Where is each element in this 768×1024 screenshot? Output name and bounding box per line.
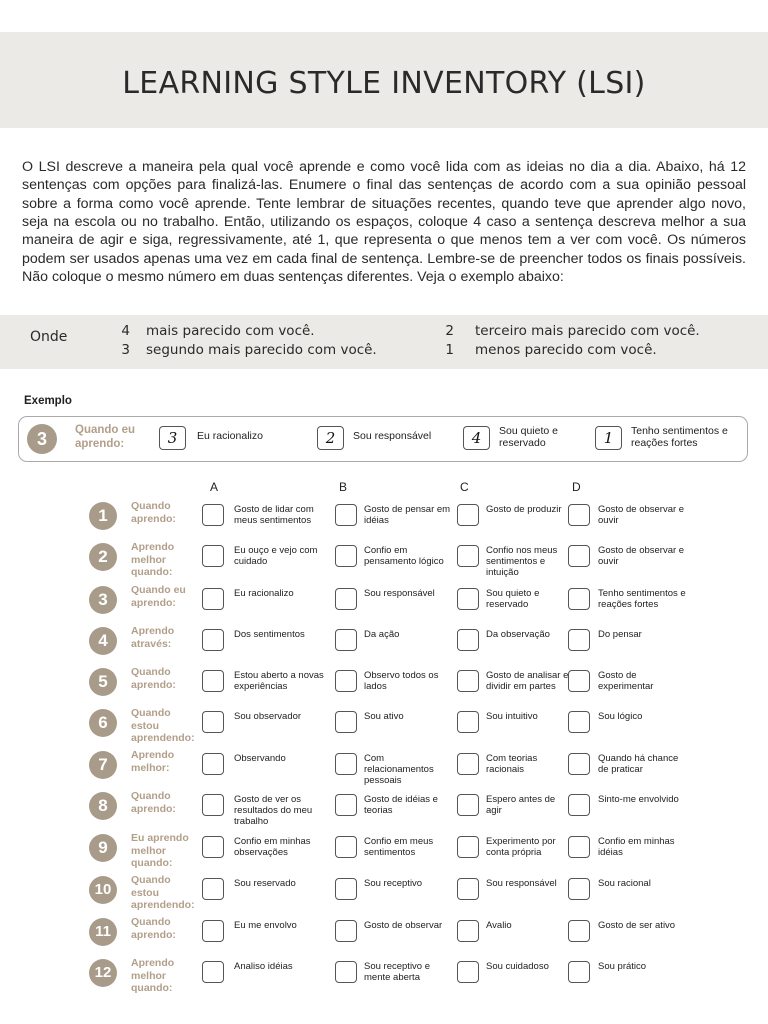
answer-box-d[interactable] <box>568 629 590 651</box>
answer-box-c[interactable] <box>457 670 479 692</box>
option-text-c: Com teorias racionais <box>486 753 538 775</box>
option-text-c: Sou responsável <box>486 878 557 889</box>
answer-box-a[interactable] <box>202 753 224 775</box>
option-text-b: Com relacionamentos pessoais <box>364 753 434 786</box>
answer-box-a[interactable] <box>202 670 224 692</box>
example-option-text: Tenho sentimentos e reações fortes <box>631 425 728 449</box>
option-text-d: Tenho sentimentos e reações fortes <box>598 588 686 610</box>
example-answer-box <box>595 426 622 450</box>
answer-box-c[interactable] <box>457 753 479 775</box>
answer-box-b[interactable] <box>335 588 357 610</box>
handwritten-mark: 1 <box>603 429 614 447</box>
question-prompt: Quando estou aprendendo: <box>131 707 195 744</box>
option-text-d: Sinto-me envolvido <box>598 794 679 805</box>
option-text-d: Gosto de observar e ouvir <box>598 545 685 567</box>
option-text-c: Experimento por conta própria <box>486 836 556 858</box>
column-header-d: D <box>572 480 581 494</box>
option-text-a: Observando <box>234 753 286 764</box>
option-text-d: Sou racional <box>598 878 651 889</box>
answer-box-c[interactable] <box>457 711 479 733</box>
answer-box-b[interactable] <box>335 920 357 942</box>
question-prompt: Eu aprendo melhor quando: <box>131 832 189 869</box>
option-text-d: Gosto de experimentar <box>598 670 654 692</box>
option-text-b: Gosto de idéias e teorias <box>364 794 438 816</box>
answer-box-b[interactable] <box>335 878 357 900</box>
column-header-c: C <box>460 480 469 494</box>
option-text-a: Eu ouço e vejo com cuidado <box>234 545 318 567</box>
answer-box-d[interactable] <box>568 504 590 526</box>
handwritten-mark: 3 <box>167 429 178 447</box>
answer-box-b[interactable] <box>335 794 357 816</box>
answer-box-c[interactable] <box>457 629 479 651</box>
answer-box-a[interactable] <box>202 878 224 900</box>
question-prompt: Quando eu aprendo: <box>131 584 186 609</box>
question-prompt: Quando aprendo: <box>131 916 176 941</box>
example-answer-box <box>463 426 490 450</box>
answer-box-b[interactable] <box>335 545 357 567</box>
legend-text: terceiro mais parecido com você. <box>475 323 700 339</box>
option-text-c: Da observação <box>486 629 550 640</box>
answer-box-c[interactable] <box>457 794 479 816</box>
question-prompt: Aprendo melhor quando: <box>131 957 175 994</box>
answer-box-a[interactable] <box>202 545 224 567</box>
answer-box-b[interactable] <box>335 670 357 692</box>
question-prompt: Quando aprendo: <box>131 666 176 691</box>
question-number-badge: 6 <box>89 709 117 737</box>
answer-box-d[interactable] <box>568 961 590 983</box>
title-banner <box>0 32 768 128</box>
question-number-badge: 8 <box>89 792 117 820</box>
answer-box-b[interactable] <box>335 961 357 983</box>
option-text-a: Sou observador <box>234 711 302 722</box>
example-option-text: Eu racionalizo <box>197 430 263 442</box>
answer-box-d[interactable] <box>568 794 590 816</box>
legend-text: menos parecido com você. <box>475 342 657 358</box>
answer-box-a[interactable] <box>202 836 224 858</box>
intro-paragraph: O LSI descreve a maneira pela qual você aprende e como você lida com as ideias no dia a dia. Abaixo, há 12 sentenças com opções para finalizá-las. Enumere o final das sentenças de acordo com a sua opinião pessoal sobre a forma como você aprende. Tente lembrar de situações recentes, quando teve que aprender algo novo, seja na escola ou no trabalho. Então, utilizando os espaços, coloque 4 caso a sentença descreva melhor a sua maneira de agir e siga, regressivamente, até 1, que representa o que menos tem a ver com você. Os números podem ser usados apenas uma vez em cada final de sentença. Lembre-se de preencher todos os finais possíveis. Não coloque o mesmo número em duas sentenças diferentes. Veja o exemplo abaixo: <box>22 159 746 285</box>
option-text-d: Sou lógico <box>598 711 643 722</box>
option-text-a: Estou aberto a novas experiências <box>234 670 324 692</box>
answer-box-a[interactable] <box>202 920 224 942</box>
option-text-c: Avalio <box>486 920 512 931</box>
option-text-d: Gosto de ser ativo <box>598 920 676 931</box>
option-text-c: Gosto de analisar e dividir em partes <box>486 670 569 692</box>
question-number-badge: 10 <box>89 876 117 904</box>
option-text-a: Eu racionalizo <box>234 588 294 599</box>
option-text-d: Sou prático <box>598 961 647 972</box>
option-text-a: Confio em minhas observações <box>234 836 311 858</box>
question-number-badge: 2 <box>89 543 117 571</box>
question-prompt: Aprendo melhor quando: <box>131 541 175 578</box>
question-prompt: Quando estou aprendendo: <box>131 874 195 911</box>
option-text-b: Sou responsável <box>364 588 435 599</box>
answer-box-b[interactable] <box>335 629 357 651</box>
page-title: LEARNING STYLE INVENTORY (LSI) <box>122 66 646 101</box>
answer-box-c[interactable] <box>457 504 479 526</box>
option-text-b: Gosto de observar <box>364 920 443 931</box>
legend-number: 4 <box>121 323 130 339</box>
option-text-d: Quando há chance de praticar <box>598 753 679 775</box>
question-number-badge: 7 <box>89 751 117 779</box>
answer-box-a[interactable] <box>202 794 224 816</box>
option-text-d: Confio em minhas idéias <box>598 836 675 858</box>
option-text-c: Sou quieto e reservado <box>486 588 540 610</box>
answer-box-d[interactable] <box>568 920 590 942</box>
answer-box-a[interactable] <box>202 504 224 526</box>
option-text-b: Da ação <box>364 629 400 640</box>
question-prompt: Quando aprendo: <box>131 500 176 525</box>
option-text-a: Gosto de lidar com meus sentimentos <box>234 504 314 526</box>
answer-box-c[interactable] <box>457 836 479 858</box>
answer-box-a[interactable] <box>202 629 224 651</box>
example-answer-box <box>317 426 344 450</box>
option-text-b: Observo todos os lados <box>364 670 439 692</box>
option-text-a: Dos sentimentos <box>234 629 305 640</box>
option-text-b: Sou receptivo <box>364 878 423 889</box>
question-number-badge: 9 <box>89 834 117 862</box>
answer-box-c[interactable] <box>457 588 479 610</box>
option-text-c: Gosto de produzir <box>486 504 562 515</box>
option-text-c: Sou cuidadoso <box>486 961 549 972</box>
option-text-b: Sou ativo <box>364 711 404 722</box>
question-number-badge: 11 <box>89 918 117 946</box>
option-text-c: Sou intuitivo <box>486 711 538 722</box>
answer-box-d[interactable] <box>568 753 590 775</box>
answer-box-c[interactable] <box>457 920 479 942</box>
question-prompt: Quando aprendo: <box>131 790 176 815</box>
option-text-b: Sou receptivo e mente aberta <box>364 961 431 983</box>
option-text-b: Gosto de pensar em idéias <box>364 504 451 526</box>
question-number-badge: 1 <box>89 502 117 530</box>
example-number-badge: 3 <box>27 424 57 454</box>
option-text-c: Confio nos meus sentimentos e intuição <box>486 545 558 578</box>
legend-number: 2 <box>445 323 454 339</box>
question-number-badge: 3 <box>89 586 117 614</box>
answer-box-a[interactable] <box>202 711 224 733</box>
answer-box-b[interactable] <box>335 836 357 858</box>
answer-box-d[interactable] <box>568 670 590 692</box>
handwritten-mark: 4 <box>471 429 482 447</box>
answer-box-b[interactable] <box>335 753 357 775</box>
legend-band <box>0 315 768 369</box>
option-text-a: Gosto de ver os resultados do meu trabalho <box>234 794 313 827</box>
option-text-a: Sou reservado <box>234 878 296 889</box>
answer-box-a[interactable] <box>202 588 224 610</box>
answer-box-d[interactable] <box>568 545 590 567</box>
answer-box-b[interactable] <box>335 711 357 733</box>
option-text-a: Analiso idéias <box>234 961 293 972</box>
example-option-text: Sou quieto e reservado <box>499 425 558 449</box>
answer-box-b[interactable] <box>335 504 357 526</box>
legend-text: mais parecido com você. <box>146 323 315 339</box>
question-number-badge: 5 <box>89 668 117 696</box>
question-number-badge: 12 <box>89 959 117 987</box>
legend-text: segundo mais parecido com você. <box>146 342 377 358</box>
legend-number: 3 <box>121 342 130 358</box>
legend-label: Onde <box>30 329 68 345</box>
answer-box-c[interactable] <box>457 878 479 900</box>
legend-number: 1 <box>445 342 454 358</box>
example-answer-box <box>159 426 186 450</box>
question-prompt: Aprendo através: <box>131 625 175 650</box>
handwritten-mark: 2 <box>325 429 336 447</box>
answer-box-d[interactable] <box>568 588 590 610</box>
question-prompt: Aprendo melhor: <box>131 749 175 774</box>
example-prompt: Quando eu aprendo: <box>75 424 136 450</box>
option-text-d: Do pensar <box>598 629 642 640</box>
option-text-d: Gosto de observar e ouvir <box>598 504 685 526</box>
answer-box-d[interactable] <box>568 711 590 733</box>
column-header-a: A <box>210 480 219 494</box>
example-option-text: Sou responsável <box>353 430 432 442</box>
example-label: Exemplo <box>24 395 72 407</box>
question-number-badge: 4 <box>89 627 117 655</box>
option-text-b: Confio em pensamento lógico <box>364 545 444 567</box>
answer-box-d[interactable] <box>568 878 590 900</box>
option-text-b: Confio em meus sentimentos <box>364 836 434 858</box>
answer-box-c[interactable] <box>457 961 479 983</box>
example-box <box>18 416 748 462</box>
answer-box-d[interactable] <box>568 836 590 858</box>
option-text-a: Eu me envolvo <box>234 920 297 931</box>
answer-box-a[interactable] <box>202 961 224 983</box>
column-header-b: B <box>339 480 348 494</box>
option-text-c: Espero antes de agir <box>486 794 556 816</box>
answer-box-c[interactable] <box>457 545 479 567</box>
